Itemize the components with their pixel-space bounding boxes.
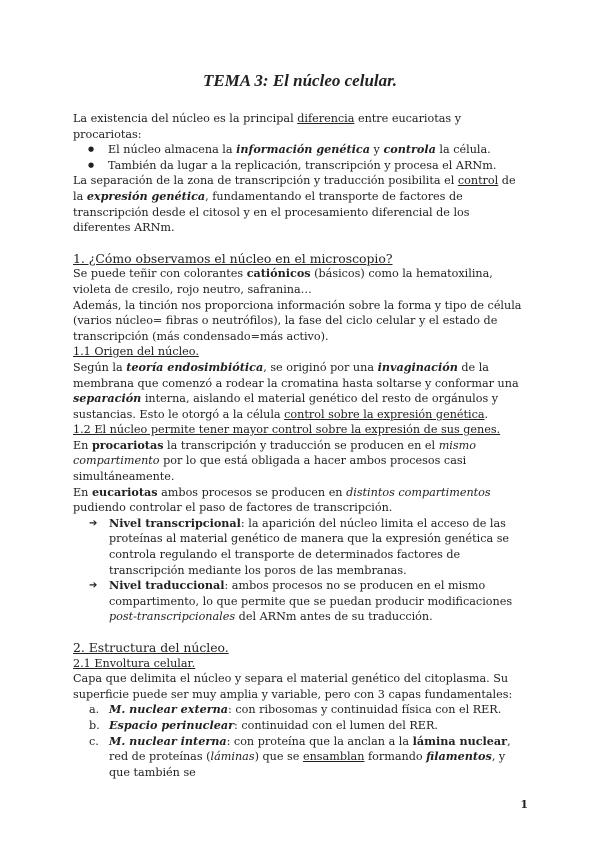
intro-paragraph: La separación de la zona de transcripción y traducción posibilita el control de la expresión genética, fundamentando el transporte de factores de transcripción desde el citosol y en el procesamiento diferencial de los diferentes ARNm. — [73, 174, 516, 235]
list-item: b. Espacio perinuclear: continuidad con el lumen del RER. — [89, 717, 438, 732]
subsection-heading: 1.1 Origen del núcleo. — [73, 345, 199, 359]
page-title: TEMA 3: El núcleo celular. — [202, 71, 398, 90]
subsection-heading: 2.1 Envoltura celular. — [73, 656, 196, 670]
paragraph: En eucariotas ambos procesos se producen en distintos compartimentos pudiendo controlar el paso de factores de transcripción. — [73, 484, 491, 515]
paragraph: Además, la tinción nos proporciona información sobre la forma y tipo de célula (varios núcleo= fibras o neutrófilos), la fase del ciclo celular y el estado de transcripción (más condensado=más activo). — [73, 298, 522, 343]
list-item: ● También da lugar a la replicación, transcripción y procesa el ARNm. — [108, 158, 528, 174]
alpha-list — [73, 702, 528, 780]
list-item: ➔ Nivel transcripcional: la aparición del núcleo limita el acceso de las proteínas al material genético de manera que la expresión genética se controla regulando el transporte de determinados factores de transcripción mediante los poros de las membranas. — [109, 516, 528, 578]
arrow-list — [73, 516, 528, 625]
paragraph: Se puede teñir con colorantes catiónicos (básicos) como la hematoxilina, violeta de cresilo, rojo neutro, safranina… — [73, 266, 493, 296]
intro-bullet-list — [73, 142, 528, 173]
subsection-heading: 1.2 El núcleo permite tener mayor control sobre la expresión de sus genes. — [73, 423, 501, 437]
paragraph: Capa que delimita el núcleo y separa el material genético del citoplasma. Su superficie puede ser muy amplia y variable, pero con 3 capas fundamentales: — [73, 672, 513, 701]
section-heading: 1. ¿Cómo observamos el núcleo en el microscopio? — [73, 250, 393, 266]
list-item: c. M. nuclear interna: con proteína que la anclan a la lámina nuclear, red de proteínas (láminas) que se ensamblan formando filamentos, y que también se — [89, 733, 511, 779]
section-heading: 2. Estructura del núcleo. — [73, 640, 229, 655]
intro-paragraph: La existencia del núcleo es la principal diferencia entre eucariotas y procariotas: — [73, 112, 462, 141]
list-item: ➔ Nivel traduccional: ambos procesos no se producen en el mismo compartimento, lo que permite que se puedan producir modificaciones post-transcripcionales del ARNm antes de su traducción. — [109, 578, 528, 625]
document-body — [73, 111, 528, 780]
paragraph: En procariotas la transcripción y traducción se producen en el mismo compartimento por lo que está obligada a hacer ambos procesos casi simultáneamente. — [73, 437, 476, 484]
page-number: 1 — [520, 798, 528, 811]
list-item: ● El núcleo almacena la información genética y controla la célula. — [108, 142, 528, 158]
paragraph: Según la teoría endosimbiótica, se originó por una invaginación de la membrana que comenzó a rodear la cromatina hasta soltarse y conformar una separación interna, aislando el material genético del resto de orgánulos y sustancias. Esto le otorgó a la célula control sobre la expresión genética. — [73, 359, 519, 421]
list-item: a. M. nuclear externa: con ribosomas y continuidad física con el RER. — [89, 702, 502, 717]
